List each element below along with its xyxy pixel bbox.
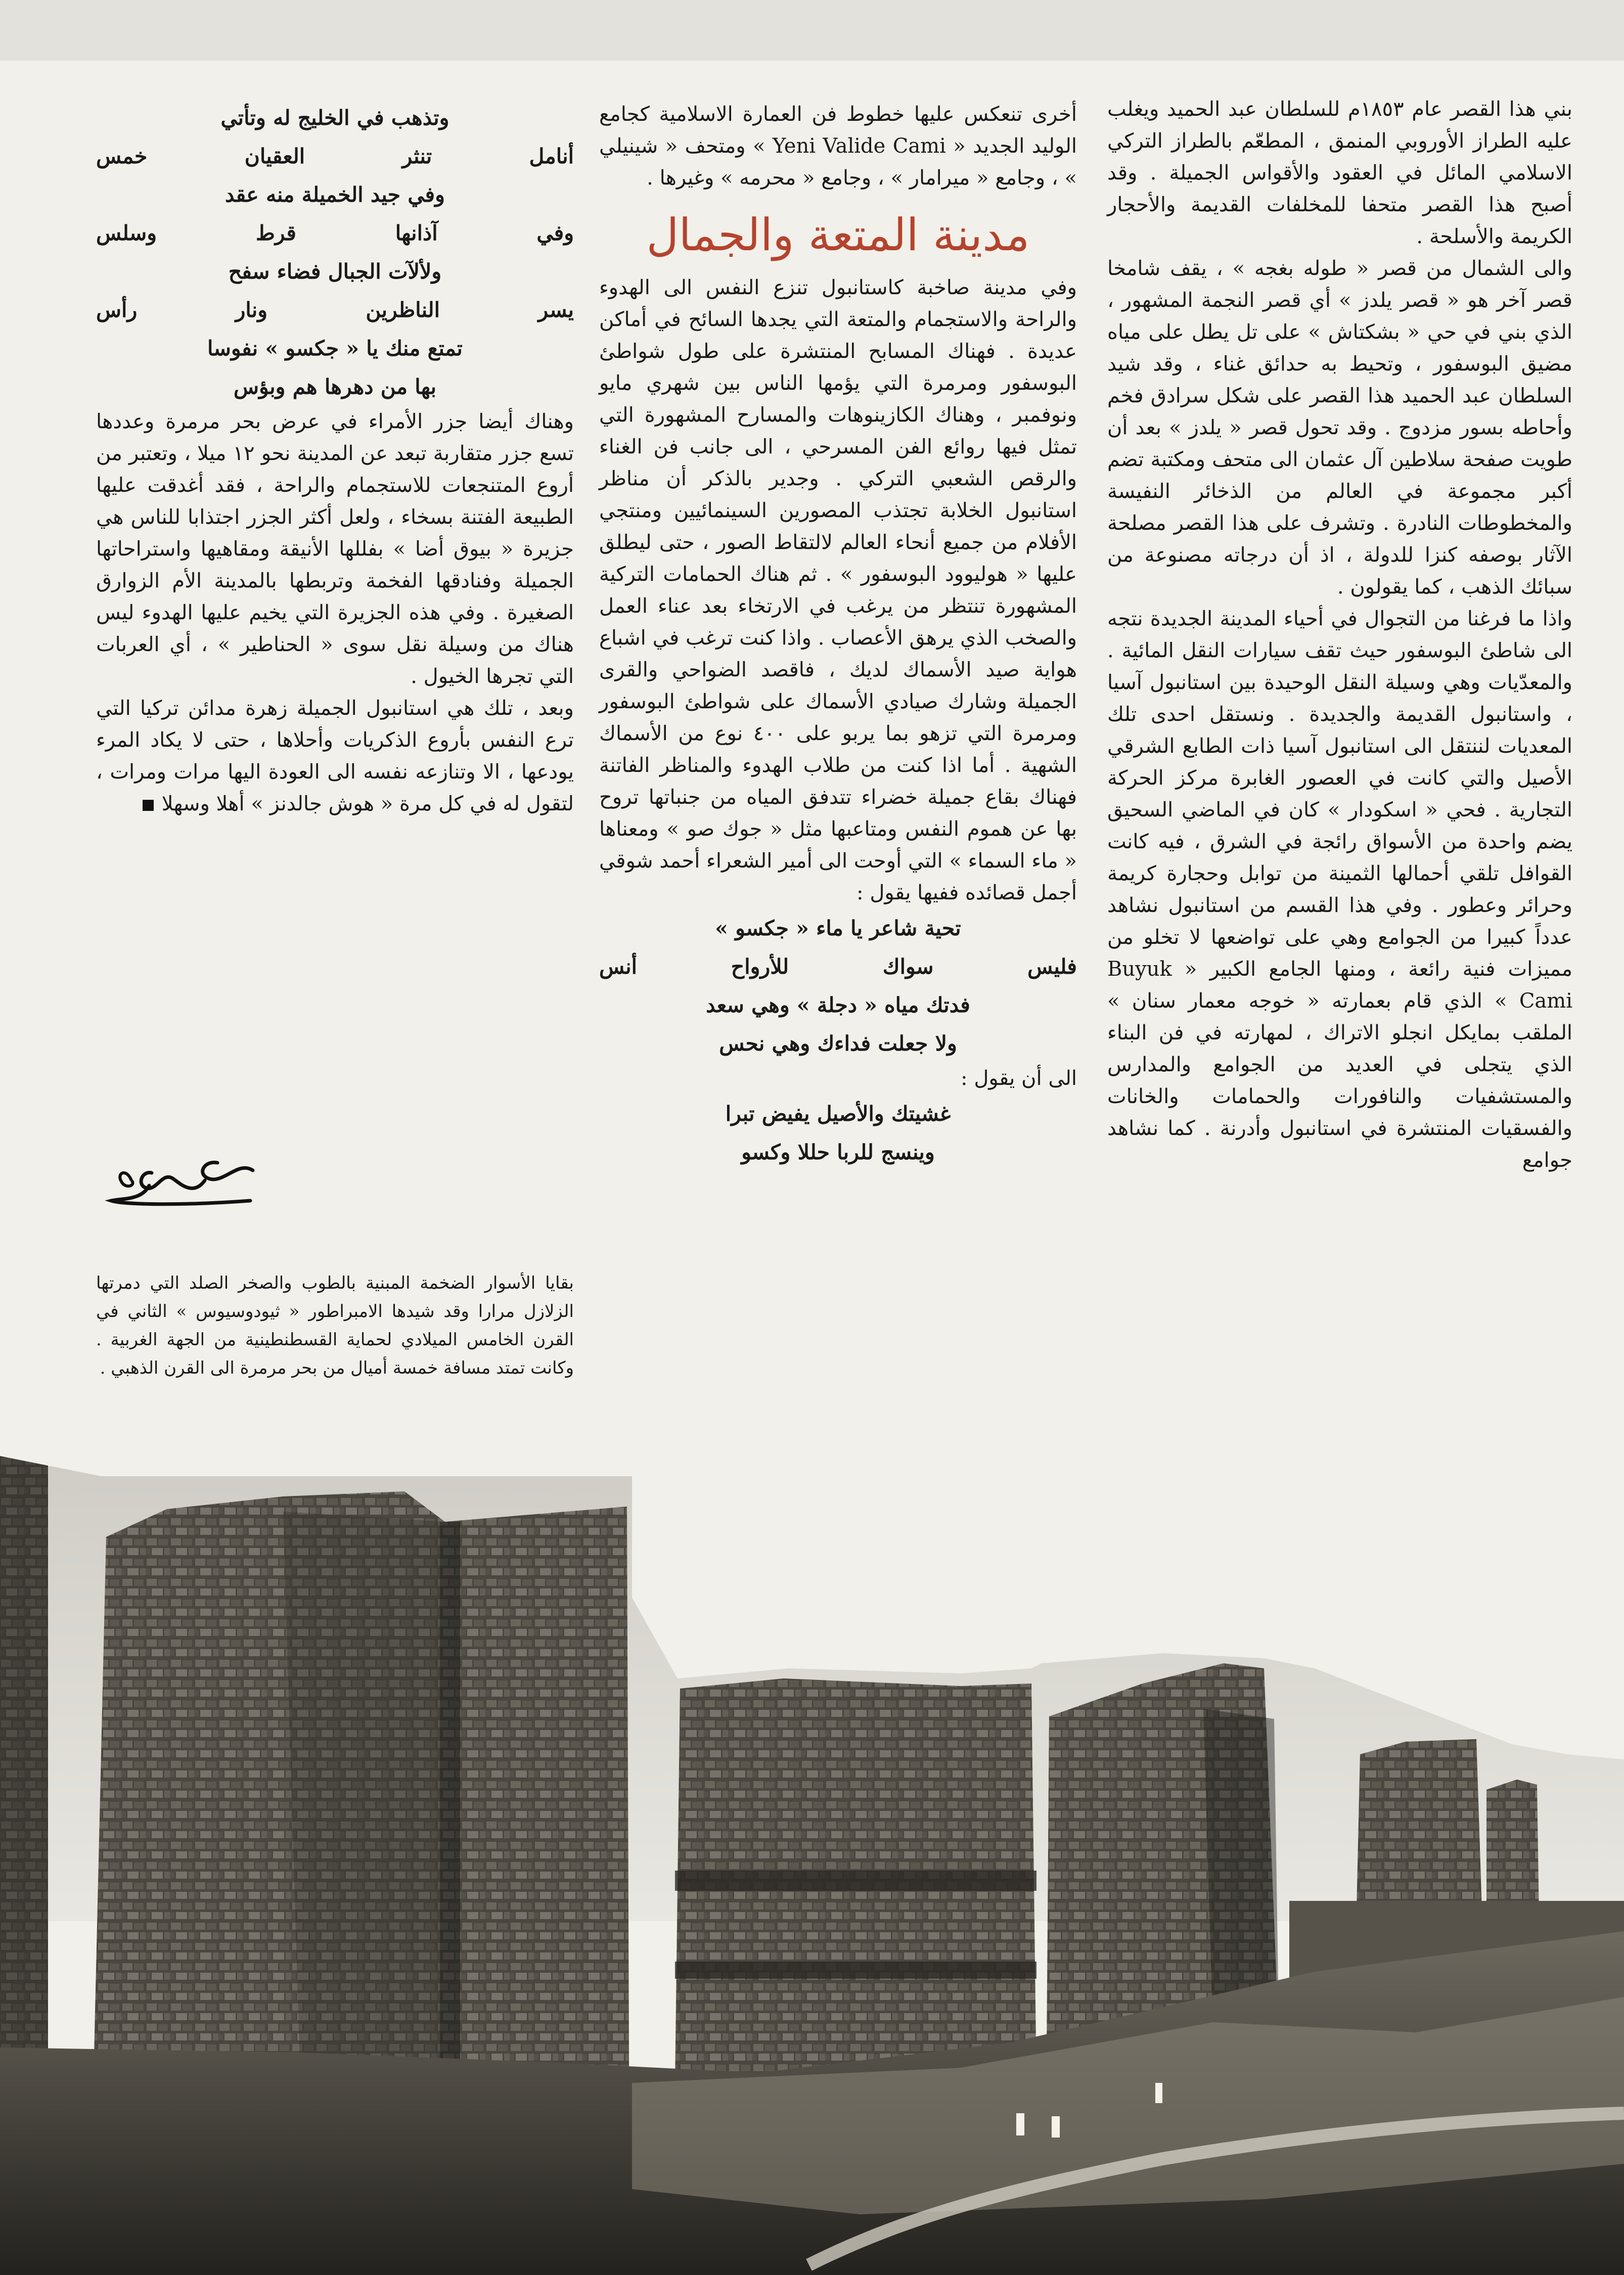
- poem-verse: وفي جيد الخميلة منه عقد: [225, 183, 445, 207]
- section-heading: مدينة المتعة والجمال: [646, 209, 1030, 261]
- poem-verse: وتذهب في الخليج له وتأتي: [220, 106, 449, 130]
- poem-verse: ولا جعلت فداءك وهي نحس: [719, 1031, 957, 1056]
- middle-body: وفي مدينة صاخبة كاستانبول تنزع النفس الى الهدوء والراحة والاستجمام والمتعة التي يجدها السائح في أماكن عديدة . فهناك المسابح المنتشرة على طول شواطئ البوسفور ومرمرة التي يؤمها الناس بين شهري مايو ونوفمبر ، وهناك الكازينوهات والمسارح المشهورة التي تمثل فيها روائع الفن المسرحي ، الى جانب فن الغناء والرقص الشعبي التركي . وجدير بالذكر أن مناظر استانبول الخلابة تجتذب المصورين السينمائيين ومنتجي الأفلام من جميع أنحاء العالم لالتقاط الصور ، حتى ليطلق عليها « هوليوود البوسفور » . ثم هناك الحمامات التركية المشهورة تنتظر من يرغب في الارتخاء بعد عناء العمل والصخب الذي يرهق الأعصاب . واذا كنت ترغب في اشباع هواية صيد الأسماك لديك ، فاقصد الضواحي والقرى الجميلة وشارك صيادي الأسماك على شواطئ البوسفور ومرمرة التي تزهو بما يربو على ٤٠٠ نوع من الأسماك الشهية . أما اذا كنت من طلاب الهدوء والمناظر الفاتنة فهناك بقاع جميلة خضراء تتدفق المياه من جنباتها تروح بها عن هموم النفس ومتاعبها مثل « جوك صو » ومعناها « ماء السماء » التي أوحت الى أمير الشعراء أحمد شوقي أجمل قصائده ففيها يقول :: [599, 276, 1077, 904]
- middle-intro: أخرى تنعكس عليها خطوط فن العمارة الاسلامية كجامع الوليد الجديد « Yeni Valide Cami » ومتحف « شينيلي » ، وجامع « ميرامار » ، وجامع « محرمه » وغيرها .: [599, 103, 1077, 190]
- right-paragraph-2: والى الشمال من قصر « طوله بغجه » ، يقف شامخا قصر آخر هو « قصر يلدز » أي قصر النجمة المشهور ، الذي بني في حي « بشكتاش » على تل يطل على مياه مضيق البوسفور ، وتحيط به حدائق غناء ، وقد شيد السلطان عبد الحميد هذا القصر على شكل سرادق فخم وأحاطه بسور مزدوج . وقد تحول قصر « يلدز » بعد أن طويت صفحة سلاطين آل عثمان الى متحف ومكتبة تضم أكبر مجموعة في العالم من الذخائر النفيسة والمخطوطات النادرة . وتشرف على هذا القصر مصلحة الآثار بوصفه كنزا للدولة ، اذ أن درجاته مصنوعة من سبائك الذهب ، كما يقولون .: [1107, 257, 1572, 599]
- poem-verse: بها من دهرها هم وبؤس: [233, 375, 437, 399]
- poem-verse: تحية شاعر يا ماء « جكسو »: [715, 916, 961, 940]
- photo-caption: بقايا الأسوار الضخمة المبنية بالطوب والصخر الصلد التي دمرتها الزلازل مرارا وقد شيدها الامبراطور « ثيودوسيوس » الثاني في القرن الخامس الميلادي لحماية القسطنطينية من الجهة الغربية . وكانت تمتد مسافة خمسة أميال من بحر مرمرة الى القرن الذهبي .: [96, 1273, 574, 1378]
- poem-verse: ولألآت الجبال فضاء سفح: [228, 259, 442, 284]
- poem-verse: وفي آذانها قرط وسلس: [96, 221, 574, 245]
- poem-verse: فليس سواك للأرواح أنس: [599, 954, 1077, 979]
- author-signature: [101, 1150, 258, 1216]
- article-middle-column: [599, 99, 1077, 1171]
- article-right-column: [1107, 94, 1572, 1176]
- closing-text: وبعد ، تلك هي استانبول الجميلة زهرة مدائن تركيا التي ترع النفس بأروع الذكريات وأحلاها ، حتى لا يكاد المرء يودعها ، الا وتنازعه نفسه الى العودة اليها مرات ومرات ، لتقول له في كل مرة « هوش جالدنز » أهلا وسهلا: [96, 697, 574, 815]
- end-mark-icon: [143, 800, 154, 811]
- poem-verse: أنامل تنثر العقيان خمس: [96, 144, 574, 168]
- poem-verse: تمتع منك يا « جكسو » نفوسا: [207, 336, 463, 360]
- right-paragraph-1: بني هذا القصر عام ١٨٥٣م للسلطان عبد الحميد ويغلب عليه الطراز الأوروبي المنمق ، المطعّم بالطراز التركي الاسلامي المائل في العقود والأقواس الجميلة . وقد أصبح هذا القصر متحفا للمخلفات القديمة والأحجار الكريمة والأسلحة .: [1107, 98, 1572, 248]
- poem-verse: وينسج للربا حللا وكسو: [741, 1140, 935, 1164]
- poem-verse: غشيتك والأصيل يفيض تبرا: [725, 1102, 951, 1126]
- poem-verse: يسر الناظرين ونار رأس: [96, 298, 574, 322]
- left-body: وهناك أيضا جزر الأمراء في عرض بحر مرمرة وعددها تسع جزر متقاربة تبعد عن المدينة نحو ١٢ ميلا ، وتعتبر من أروع المتنجعات للاستجمام والراحة ، فقد أغدقت عليها الطبيعة الفتنة بسخاء ، ولعل أكثر الجزر اجتذابا للناس هي جزيرة « بيوق أضا » بفللها الأنيقة ومقاهيها واستراحاتها الجميلة وفنادقها الفخمة وتربطها بالمدينة الأم الزوارق الصغيرة . وفي هذه الجزيرة التي يخيم عليها الهدوء ليس هناك من وسيلة نقل سوى « الحناطير » ، أي العربات التي تجرها الخيول .: [96, 410, 574, 688]
- article-left-column: [96, 99, 574, 820]
- poem-verse: فدتك مياه « دجلة » وهي سعد: [706, 993, 970, 1017]
- left-closing: [96, 693, 574, 820]
- poem-bridge: الى أن يقول :: [961, 1067, 1077, 1090]
- right-paragraph-3: واذا ما فرغنا من التجوال في أحياء المدينة الجديدة نتجه الى شاطئ البوسفور حيث تقف سيارات النقل المائية . والمعدّيات وهي وسيلة النقل الوحيدة بين استانبول آسيا ، واستانبول القديمة والجديدة . ونستقل احدى تلك المعديات لننتقل الى استانبول آسيا ذات الطابع الشرقي الأصيل والتي كانت في العصور الغابرة مركز الحركة التجارية . فحي « اسكودار » كان في الماضي السحيق يضم واحدة من الأسواق رائجة في الشرق ، فيه كانت القوافل تلقي أحمالها الثمينة من توابل وحجارة كريمة وحرائر وعطور . وفي هذا القسم من استانبول نشاهد عدداً كبيرا من الجوامع وهي على تواضعها لا تخلو من مميزات فنية رائعة ، ومنها الجامع الكبير « Buyuk Cami » الذي قام بعمارته « خوجه معمار سنان » الملقب بمايكل انجلو الاتراك ، لمهارته في فن البناء الذي يتجلى في العديد من الجوامع والمدارس والمستشفيات والنافورات والحمامات والخانات والفسقيات المنتشرة في استانبول وأدرنة . كما نشاهد جوامع: [1107, 607, 1572, 1172]
